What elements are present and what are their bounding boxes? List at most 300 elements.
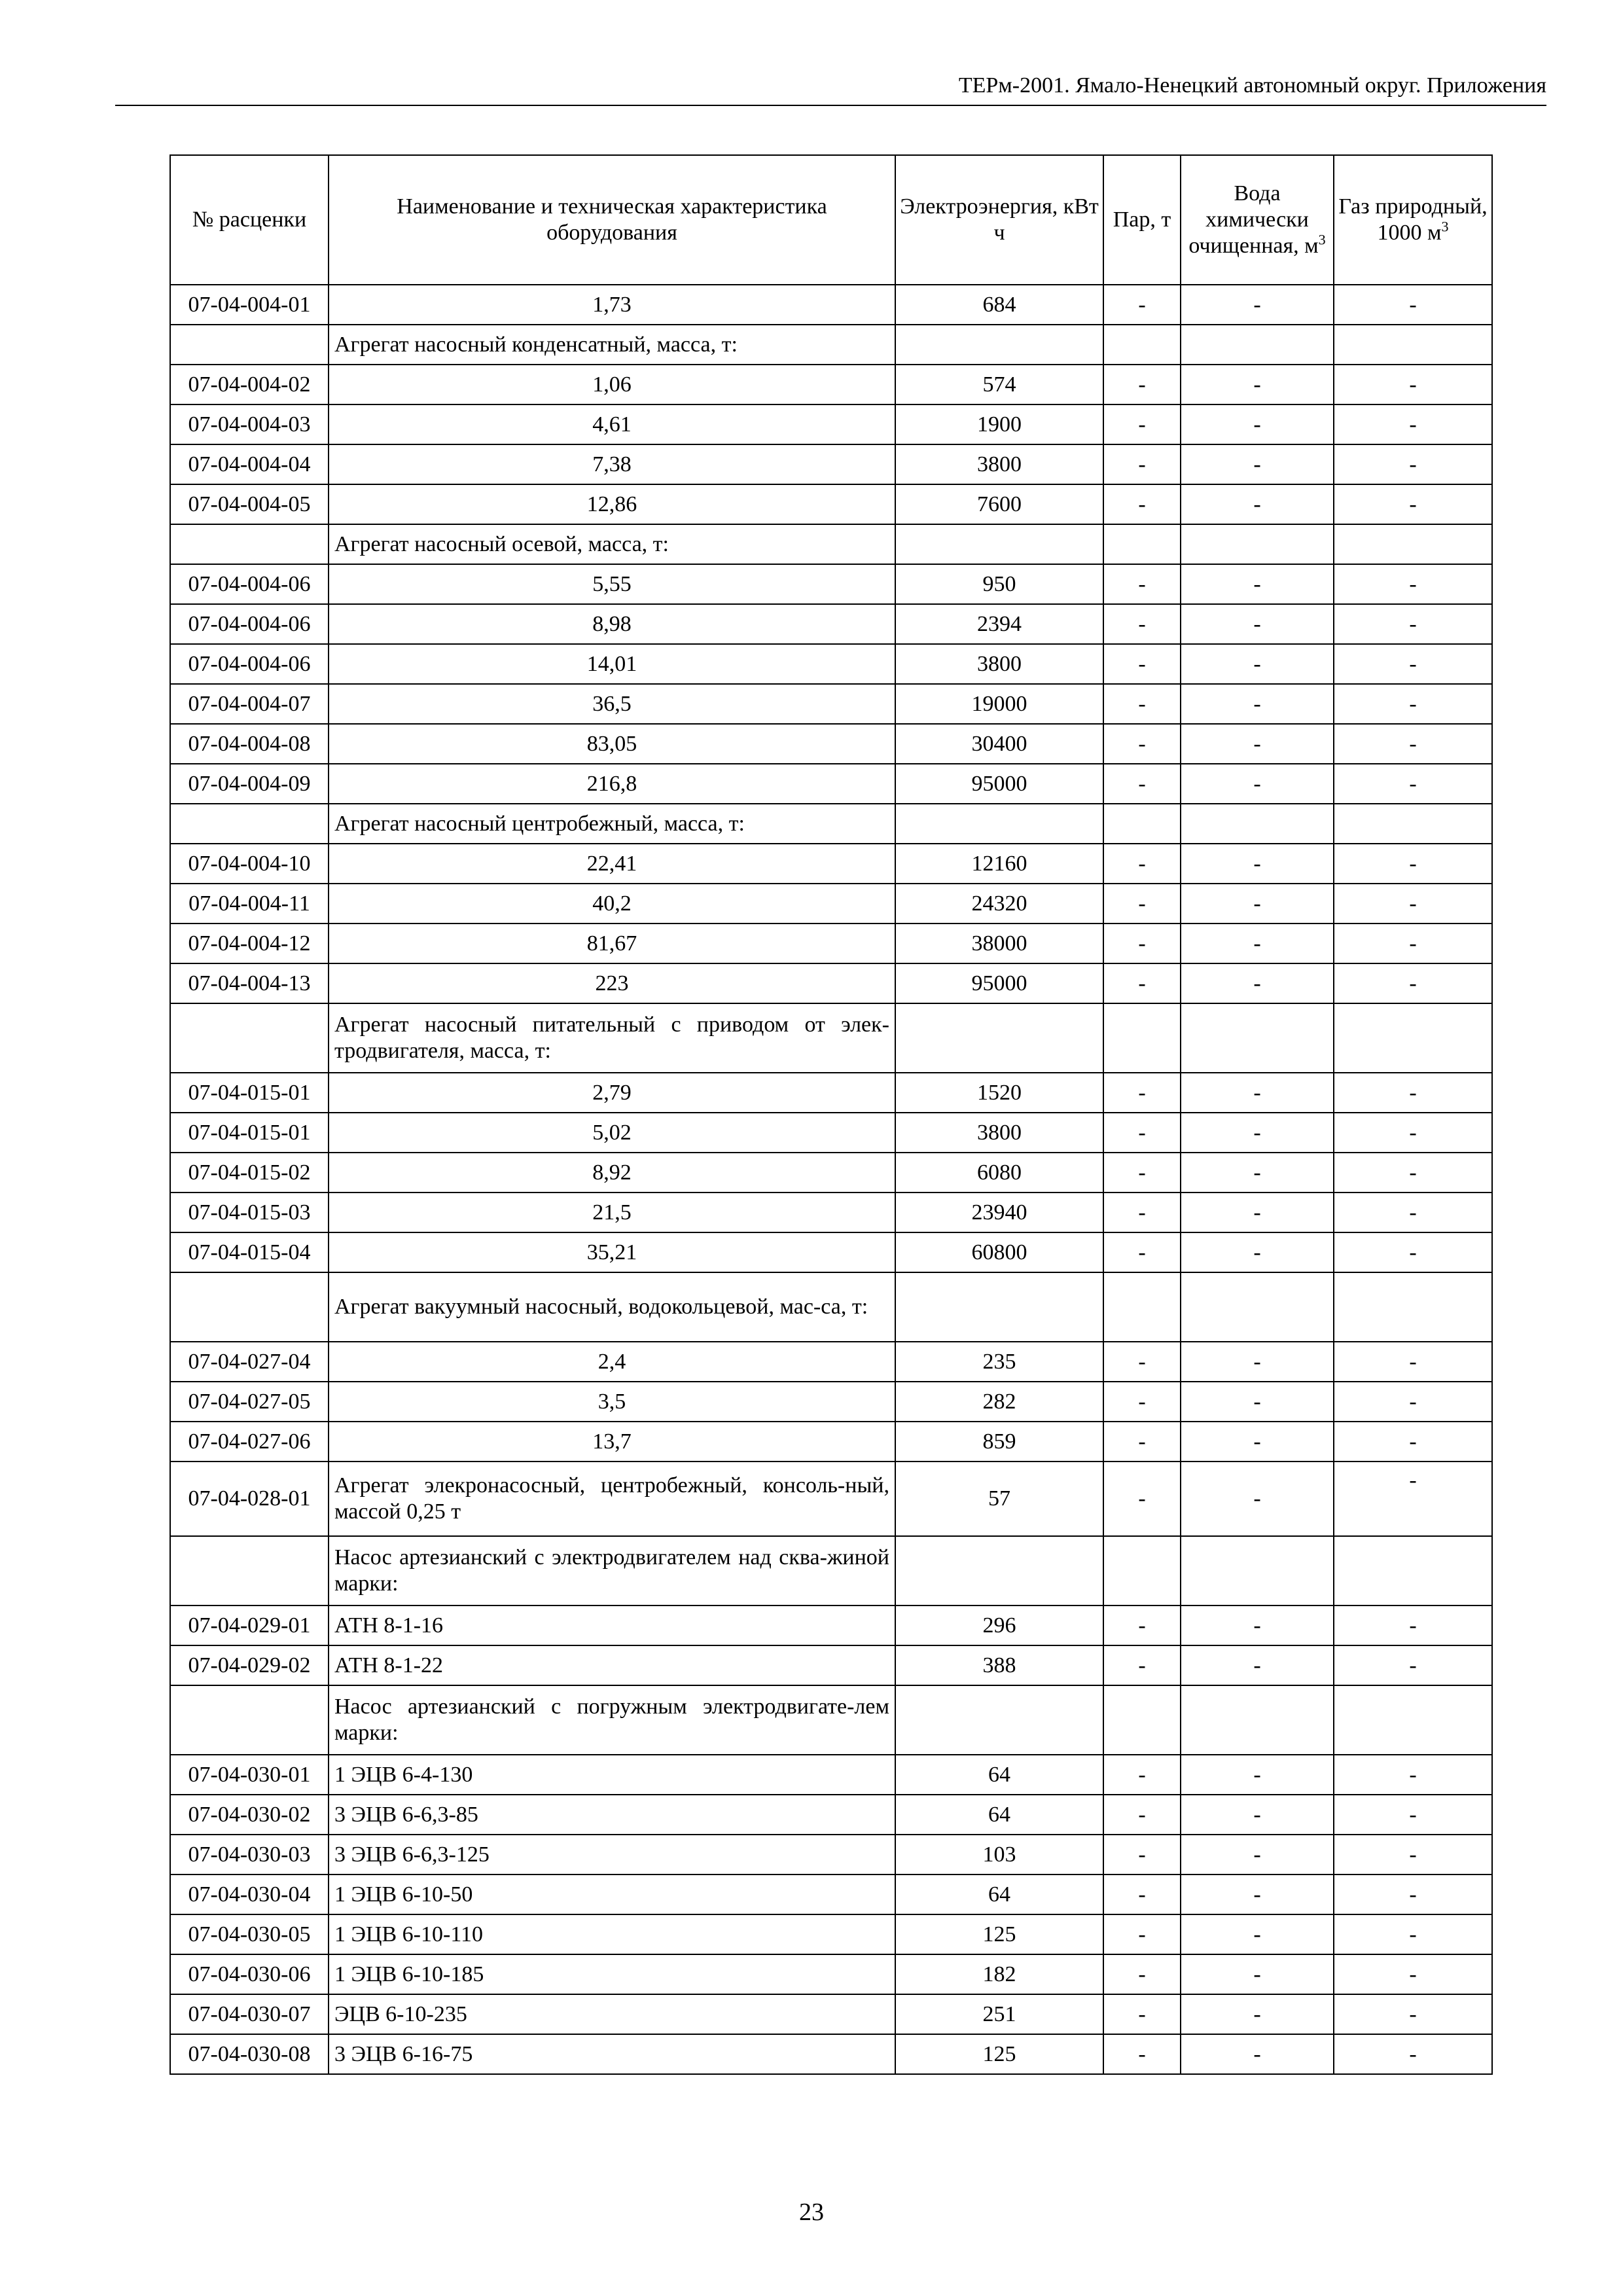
cell-energy: 23940 — [895, 1193, 1103, 1232]
cell-code: 07-04-015-01 — [170, 1073, 329, 1113]
cell-gas: - — [1334, 1113, 1492, 1153]
cell-energy: 7600 — [895, 484, 1103, 524]
cell-energy: 574 — [895, 365, 1103, 404]
cell-name: Агрегат элекронасосный, центробежный, консоль-ный, массой 0,25 т — [329, 1462, 895, 1536]
cell-gas: - — [1334, 564, 1492, 604]
cell-water: - — [1181, 724, 1334, 764]
cell-code — [170, 1536, 329, 1605]
cell-name: 8,92 — [329, 1153, 895, 1193]
cell-steam: - — [1103, 1755, 1181, 1795]
cell-energy: 388 — [895, 1645, 1103, 1685]
table-row — [170, 963, 1492, 1003]
cell-gas: - — [1334, 2034, 1492, 2074]
group-row — [170, 1536, 1492, 1605]
cell-energy: 1900 — [895, 404, 1103, 444]
cell-water: - — [1181, 884, 1334, 924]
cell-steam: - — [1103, 724, 1181, 764]
cell-gas — [1334, 1272, 1492, 1342]
cell-steam: - — [1103, 2034, 1181, 2074]
cell-energy: 60800 — [895, 1232, 1103, 1272]
cell-energy: 64 — [895, 1874, 1103, 1914]
cell-code: 07-04-004-05 — [170, 484, 329, 524]
cell-steam: - — [1103, 1232, 1181, 1272]
table-header-row — [170, 155, 1492, 285]
cell-steam: - — [1103, 1193, 1181, 1232]
cell-code: 07-04-004-04 — [170, 444, 329, 484]
table-row — [170, 1382, 1492, 1422]
cell-water — [1181, 804, 1334, 844]
cell-energy: 125 — [895, 1914, 1103, 1954]
cell-name: 7,38 — [329, 444, 895, 484]
cell-energy — [895, 1536, 1103, 1605]
cell-gas: - — [1334, 1874, 1492, 1914]
table-row — [170, 1153, 1492, 1193]
cell-steam: - — [1103, 1954, 1181, 1994]
cell-gas: - — [1334, 1954, 1492, 1994]
cell-steam: - — [1103, 1835, 1181, 1874]
table-row — [170, 1954, 1492, 1994]
cell-water: - — [1181, 1914, 1334, 1954]
table-row — [170, 884, 1492, 924]
cell-code: 07-04-027-06 — [170, 1422, 329, 1462]
cell-code: 07-04-004-06 — [170, 604, 329, 644]
cell-steam: - — [1103, 1795, 1181, 1835]
group-row — [170, 1685, 1492, 1755]
cell-code: 07-04-004-06 — [170, 564, 329, 604]
table-row — [170, 2034, 1492, 2074]
cell-energy: 19000 — [895, 684, 1103, 724]
cell-gas: - — [1334, 365, 1492, 404]
cell-name: 2,4 — [329, 1342, 895, 1382]
cell-steam: - — [1103, 285, 1181, 325]
cell-gas: - — [1334, 1232, 1492, 1272]
cell-steam — [1103, 804, 1181, 844]
cell-water — [1181, 1685, 1334, 1755]
column-header-water — [1181, 155, 1334, 285]
cell-steam: - — [1103, 1994, 1181, 2034]
cell-water: - — [1181, 1382, 1334, 1422]
cell-gas: - — [1334, 884, 1492, 924]
cell-gas: - — [1334, 1914, 1492, 1954]
cell-name: 8,98 — [329, 604, 895, 644]
cell-water: - — [1181, 484, 1334, 524]
page-number: 23 — [799, 2198, 824, 2226]
cell-code — [170, 804, 329, 844]
cell-steam — [1103, 1536, 1181, 1605]
cell-energy: 125 — [895, 2034, 1103, 2074]
cell-code: 07-04-015-01 — [170, 1113, 329, 1153]
cell-steam: - — [1103, 1153, 1181, 1193]
cell-water: - — [1181, 444, 1334, 484]
cell-code: 07-04-015-04 — [170, 1232, 329, 1272]
cell-name: 1 ЭЦВ 6-4-130 — [329, 1755, 895, 1795]
cell-energy: 296 — [895, 1605, 1103, 1645]
table-row — [170, 604, 1492, 644]
cell-energy: 251 — [895, 1994, 1103, 2034]
cell-gas: - — [1334, 444, 1492, 484]
cell-code — [170, 524, 329, 564]
cell-energy — [895, 1685, 1103, 1755]
cell-name: 1 ЭЦВ 6-10-185 — [329, 1954, 895, 1994]
cell-name: 1 ЭЦВ 6-10-110 — [329, 1914, 895, 1954]
table-row — [170, 1113, 1492, 1153]
column-header-code: № расценки — [170, 155, 329, 285]
cell-steam: - — [1103, 924, 1181, 963]
cell-water: - — [1181, 285, 1334, 325]
table-row — [170, 1835, 1492, 1874]
group-title: Агрегат насосный питательный с приводом от элек-тродвигателя, масса, т: — [329, 1003, 895, 1073]
cell-water: - — [1181, 604, 1334, 644]
header-rule — [115, 105, 1546, 106]
cell-code: 07-04-030-05 — [170, 1914, 329, 1954]
cell-energy — [895, 325, 1103, 365]
cell-gas: - — [1334, 404, 1492, 444]
cell-name: 5,02 — [329, 1113, 895, 1153]
cell-name: 14,01 — [329, 644, 895, 684]
cell-code: 07-04-004-10 — [170, 844, 329, 884]
cell-name: 36,5 — [329, 684, 895, 724]
cell-name: 21,5 — [329, 1193, 895, 1232]
table-row — [170, 844, 1492, 884]
cell-steam: - — [1103, 564, 1181, 604]
cell-code: 07-04-004-07 — [170, 684, 329, 724]
cell-water: - — [1181, 684, 1334, 724]
cell-energy: 3800 — [895, 644, 1103, 684]
cell-code — [170, 1272, 329, 1342]
cell-gas: - — [1334, 1835, 1492, 1874]
cell-water: - — [1181, 644, 1334, 684]
cell-energy: 57 — [895, 1462, 1103, 1536]
cell-gas — [1334, 804, 1492, 844]
cell-water: - — [1181, 1954, 1334, 1994]
cell-water: - — [1181, 963, 1334, 1003]
cell-gas — [1334, 325, 1492, 365]
cell-name: АТН 8-1-16 — [329, 1605, 895, 1645]
column-header-steam: Пар, т — [1103, 155, 1181, 285]
cell-code: 07-04-004-08 — [170, 724, 329, 764]
cell-name: 13,7 — [329, 1422, 895, 1462]
cell-gas — [1334, 1536, 1492, 1605]
cell-code — [170, 325, 329, 365]
cell-gas: - — [1334, 1193, 1492, 1232]
cell-energy: 30400 — [895, 724, 1103, 764]
cell-water: - — [1181, 1795, 1334, 1835]
cell-energy: 38000 — [895, 924, 1103, 963]
cell-water: - — [1181, 404, 1334, 444]
cell-name: 3 ЭЦВ 6-6,3-125 — [329, 1835, 895, 1874]
column-header-name: Наименование и техническая характеристика оборудования — [329, 155, 895, 285]
cell-gas — [1334, 1003, 1492, 1073]
group-row — [170, 524, 1492, 564]
cell-name: 83,05 — [329, 724, 895, 764]
group-row — [170, 325, 1492, 365]
cell-steam: - — [1103, 644, 1181, 684]
cell-gas: - — [1334, 1342, 1492, 1382]
column-header-gas-text: Газ природный, 1000 м — [1338, 194, 1488, 245]
cell-name: 1,06 — [329, 365, 895, 404]
cell-energy — [895, 524, 1103, 564]
cell-steam: - — [1103, 764, 1181, 804]
cell-code: 07-04-030-02 — [170, 1795, 329, 1835]
cell-energy — [895, 1003, 1103, 1073]
cell-energy: 64 — [895, 1795, 1103, 1835]
cell-energy: 235 — [895, 1342, 1103, 1382]
column-header-energy: Электроэнергия, кВт ч — [895, 155, 1103, 285]
cell-water: - — [1181, 1994, 1334, 2034]
group-title: Агрегат насосный осевой, масса, т: — [329, 524, 895, 564]
cell-gas: - — [1334, 1795, 1492, 1835]
cell-energy: 950 — [895, 564, 1103, 604]
cell-name: 81,67 — [329, 924, 895, 963]
cell-code: 07-04-029-01 — [170, 1605, 329, 1645]
cell-gas: - — [1334, 924, 1492, 963]
cell-gas: - — [1334, 1462, 1492, 1536]
cell-energy: 12160 — [895, 844, 1103, 884]
group-title: Насос артезианский с электродвигателем над сква-жиной марки: — [329, 1536, 895, 1605]
cell-gas: - — [1334, 285, 1492, 325]
cell-name: 22,41 — [329, 844, 895, 884]
cell-name: 3 ЭЦВ 6-16-75 — [329, 2034, 895, 2074]
group-row — [170, 1003, 1492, 1073]
cell-code: 07-04-004-06 — [170, 644, 329, 684]
cell-name: 35,21 — [329, 1232, 895, 1272]
table-row — [170, 444, 1492, 484]
cell-water — [1181, 325, 1334, 365]
cell-steam — [1103, 1272, 1181, 1342]
cell-code: 07-04-004-12 — [170, 924, 329, 963]
cell-water: - — [1181, 564, 1334, 604]
cell-steam: - — [1103, 1342, 1181, 1382]
cell-steam: - — [1103, 684, 1181, 724]
table-row — [170, 1232, 1492, 1272]
cell-water: - — [1181, 1835, 1334, 1874]
cell-code: 07-04-029-02 — [170, 1645, 329, 1685]
column-header-gas-sup: 3 — [1441, 218, 1449, 235]
cell-code: 07-04-027-05 — [170, 1382, 329, 1422]
table-row — [170, 285, 1492, 325]
cell-water: - — [1181, 1073, 1334, 1113]
table-row — [170, 1422, 1492, 1462]
cell-gas: - — [1334, 1073, 1492, 1113]
cell-gas: - — [1334, 844, 1492, 884]
cell-energy: 2394 — [895, 604, 1103, 644]
table-row — [170, 1914, 1492, 1954]
cell-gas: - — [1334, 1382, 1492, 1422]
table-row — [170, 1605, 1492, 1645]
cell-name: 4,61 — [329, 404, 895, 444]
group-title: Агрегат вакуумный насосный, водокольцевой, мас-са, т: — [329, 1272, 895, 1342]
table-row — [170, 1342, 1492, 1382]
cell-steam: - — [1103, 1422, 1181, 1462]
cell-steam: - — [1103, 844, 1181, 884]
table-row — [170, 1645, 1492, 1685]
cell-energy: 1520 — [895, 1073, 1103, 1113]
table-row — [170, 924, 1492, 963]
cell-water: - — [1181, 1113, 1334, 1153]
cell-water: - — [1181, 1462, 1334, 1536]
cell-energy: 182 — [895, 1954, 1103, 1994]
table-row — [170, 404, 1492, 444]
cell-energy: 103 — [895, 1835, 1103, 1874]
cell-water: - — [1181, 1193, 1334, 1232]
cell-gas: - — [1334, 963, 1492, 1003]
rates-table — [169, 154, 1493, 2075]
cell-name: 223 — [329, 963, 895, 1003]
cell-code: 07-04-004-01 — [170, 285, 329, 325]
cell-steam: - — [1103, 484, 1181, 524]
cell-water — [1181, 1272, 1334, 1342]
table-row — [170, 724, 1492, 764]
cell-code: 07-04-015-02 — [170, 1153, 329, 1193]
table-row — [170, 764, 1492, 804]
column-header-water-sup: 3 — [1318, 231, 1326, 248]
cell-steam: - — [1103, 1874, 1181, 1914]
cell-energy: 859 — [895, 1422, 1103, 1462]
cell-water: - — [1181, 844, 1334, 884]
cell-water: - — [1181, 1232, 1334, 1272]
group-title: Агрегат насосный центробежный, масса, т: — [329, 804, 895, 844]
cell-code — [170, 1685, 329, 1755]
cell-steam — [1103, 1685, 1181, 1755]
cell-water — [1181, 1536, 1334, 1605]
cell-code: 07-04-004-09 — [170, 764, 329, 804]
column-header-water-text: Вода химически очищенная, м — [1188, 181, 1319, 258]
cell-name: 5,55 — [329, 564, 895, 604]
cell-name: 3,5 — [329, 1382, 895, 1422]
cell-water: - — [1181, 764, 1334, 804]
cell-steam: - — [1103, 1113, 1181, 1153]
cell-code: 07-04-004-13 — [170, 963, 329, 1003]
cell-code: 07-04-027-04 — [170, 1342, 329, 1382]
cell-name: АТН 8-1-22 — [329, 1645, 895, 1685]
table-row — [170, 684, 1492, 724]
cell-steam: - — [1103, 404, 1181, 444]
cell-water: - — [1181, 1605, 1334, 1645]
cell-gas: - — [1334, 604, 1492, 644]
cell-steam: - — [1103, 884, 1181, 924]
cell-gas: - — [1334, 1605, 1492, 1645]
table-row — [170, 1994, 1492, 2034]
cell-water: - — [1181, 365, 1334, 404]
group-row — [170, 804, 1492, 844]
cell-steam: - — [1103, 1645, 1181, 1685]
table-row — [170, 1462, 1492, 1536]
cell-energy: 95000 — [895, 963, 1103, 1003]
cell-code: 07-04-015-03 — [170, 1193, 329, 1232]
cell-energy: 684 — [895, 285, 1103, 325]
table-row — [170, 365, 1492, 404]
table-row — [170, 644, 1492, 684]
cell-code: 07-04-030-07 — [170, 1994, 329, 2034]
cell-steam: - — [1103, 1073, 1181, 1113]
cell-water: - — [1181, 1153, 1334, 1193]
cell-steam: - — [1103, 444, 1181, 484]
cell-code: 07-04-004-03 — [170, 404, 329, 444]
cell-code: 07-04-030-03 — [170, 1835, 329, 1874]
table-body — [170, 285, 1492, 2074]
cell-gas: - — [1334, 1994, 1492, 2034]
cell-steam: - — [1103, 365, 1181, 404]
cell-code: 07-04-030-06 — [170, 1954, 329, 1994]
cell-gas: - — [1334, 764, 1492, 804]
cell-name: 1,73 — [329, 285, 895, 325]
cell-gas: - — [1334, 724, 1492, 764]
cell-name: 12,86 — [329, 484, 895, 524]
cell-energy: 64 — [895, 1755, 1103, 1795]
cell-gas — [1334, 1685, 1492, 1755]
cell-code: 07-04-004-02 — [170, 365, 329, 404]
group-title: Агрегат насосный конденсатный, масса, т: — [329, 325, 895, 365]
cell-water — [1181, 1003, 1334, 1073]
cell-energy: 6080 — [895, 1153, 1103, 1193]
table-row — [170, 1755, 1492, 1795]
cell-energy: 3800 — [895, 444, 1103, 484]
cell-steam: - — [1103, 1914, 1181, 1954]
cell-code: 07-04-028-01 — [170, 1462, 329, 1536]
cell-energy: 282 — [895, 1382, 1103, 1422]
cell-steam — [1103, 325, 1181, 365]
cell-code: 07-04-030-01 — [170, 1755, 329, 1795]
cell-steam — [1103, 1003, 1181, 1073]
table-row — [170, 1193, 1492, 1232]
page-header-title: ТЕРм-2001. Ямало-Ненецкий автономный округ. Приложения — [958, 73, 1546, 98]
cell-name: 2,79 — [329, 1073, 895, 1113]
cell-steam: - — [1103, 1605, 1181, 1645]
cell-name: 40,2 — [329, 884, 895, 924]
cell-gas: - — [1334, 1755, 1492, 1795]
cell-code: 07-04-030-08 — [170, 2034, 329, 2074]
table-row — [170, 1874, 1492, 1914]
cell-energy: 24320 — [895, 884, 1103, 924]
cell-steam: - — [1103, 963, 1181, 1003]
cell-water: - — [1181, 924, 1334, 963]
cell-gas: - — [1334, 1645, 1492, 1685]
table-row — [170, 484, 1492, 524]
cell-name: 216,8 — [329, 764, 895, 804]
cell-water: - — [1181, 1874, 1334, 1914]
table-row — [170, 1795, 1492, 1835]
cell-energy — [895, 1272, 1103, 1342]
table-row — [170, 1073, 1492, 1113]
cell-code — [170, 1003, 329, 1073]
cell-gas: - — [1334, 644, 1492, 684]
cell-gas: - — [1334, 1153, 1492, 1193]
cell-gas: - — [1334, 484, 1492, 524]
cell-code: 07-04-004-11 — [170, 884, 329, 924]
cell-steam: - — [1103, 1462, 1181, 1536]
cell-energy: 95000 — [895, 764, 1103, 804]
table-row — [170, 564, 1492, 604]
group-title: Насос артезианский с погружным электродвигате-лем марки: — [329, 1685, 895, 1755]
cell-energy — [895, 804, 1103, 844]
cell-energy: 3800 — [895, 1113, 1103, 1153]
cell-water: - — [1181, 1645, 1334, 1685]
column-header-gas — [1334, 155, 1492, 285]
cell-name: 3 ЭЦВ 6-6,3-85 — [329, 1795, 895, 1835]
cell-name: ЭЦВ 6-10-235 — [329, 1994, 895, 2034]
cell-water: - — [1181, 2034, 1334, 2074]
cell-steam — [1103, 524, 1181, 564]
cell-gas — [1334, 524, 1492, 564]
cell-water: - — [1181, 1342, 1334, 1382]
cell-water: - — [1181, 1755, 1334, 1795]
cell-water: - — [1181, 1422, 1334, 1462]
cell-steam: - — [1103, 1382, 1181, 1422]
group-row — [170, 1272, 1492, 1342]
cell-code: 07-04-030-04 — [170, 1874, 329, 1914]
cell-gas: - — [1334, 684, 1492, 724]
cell-water — [1181, 524, 1334, 564]
